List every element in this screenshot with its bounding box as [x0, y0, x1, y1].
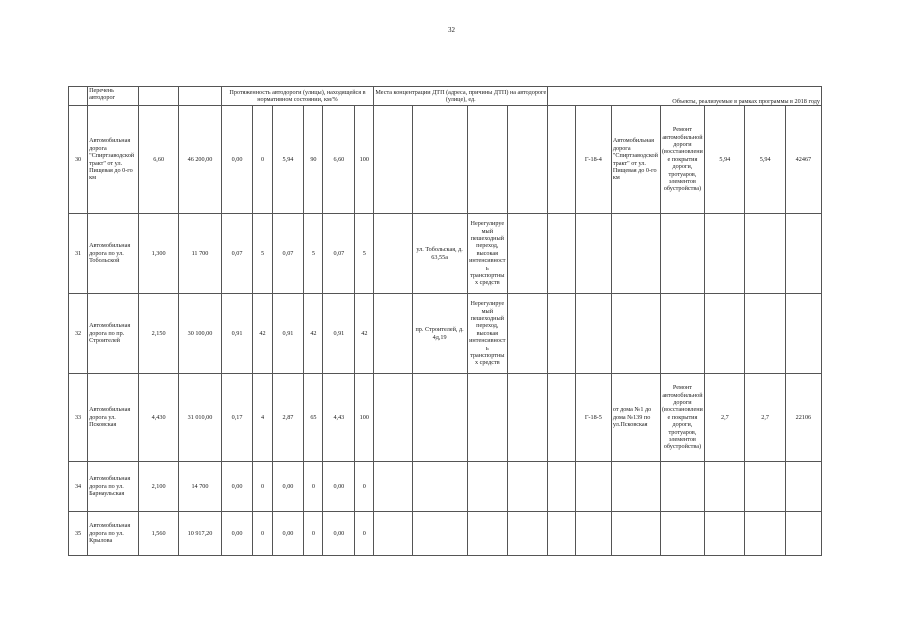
cell-v1: 0,91 — [221, 294, 253, 374]
cell-dtp-addr: ул. Тобольская, д. 63,55а — [412, 214, 467, 294]
cell-p3: 5 — [355, 214, 374, 294]
cell-num: 32 — [69, 294, 88, 374]
cell-o2: 2,7 — [745, 374, 785, 462]
cell-p2: 90 — [304, 106, 323, 214]
cell-dtp-addr — [412, 512, 467, 556]
cell-obj-code — [575, 214, 611, 294]
cell-dtp-cause — [467, 512, 507, 556]
cell-v3: 0,07 — [323, 214, 355, 294]
empty-cell — [507, 462, 547, 512]
cell-obj-work: Ремонт автомобильной дороги (восстановление покрытия дороги, тротуаров, элементов обустройства) — [660, 374, 705, 462]
cell-obj-name — [611, 512, 660, 556]
cell-p3: 100 — [355, 106, 374, 214]
table-row — [69, 106, 822, 214]
cell-o2 — [745, 462, 785, 512]
cell-area: 11 700 — [179, 214, 221, 294]
cell-num: 35 — [69, 512, 88, 556]
cell-o2 — [745, 214, 785, 294]
table-row — [69, 294, 822, 374]
cell-v3: 4,43 — [323, 374, 355, 462]
cell-v1: 0,17 — [221, 374, 253, 462]
cell-p2: 65 — [304, 374, 323, 462]
cell-v1: 0,00 — [221, 462, 253, 512]
header-road-list: Перечень автодорог — [88, 87, 139, 106]
cell-length: 1,560 — [138, 512, 178, 556]
cell-p1: 5 — [253, 214, 272, 294]
cell-num: 30 — [69, 106, 88, 214]
empty-cell — [548, 294, 576, 374]
cell-p3: 0 — [355, 512, 374, 556]
empty-cell — [507, 374, 547, 462]
cell-v2: 0,00 — [272, 462, 304, 512]
cell-obj-code: Г-18-5 — [575, 374, 611, 462]
cell-name: Автомобильная дорога "Спиртзаводской тракт" от ул. Пищевая до 0-го км — [88, 106, 139, 214]
cell-v2: 0,07 — [272, 214, 304, 294]
cell-o3: 22106 — [785, 374, 821, 462]
cell-name: Автомобильная дорога по ул. Барнаульская — [88, 462, 139, 512]
cell-o1 — [705, 214, 745, 294]
cell-p1: 0 — [253, 462, 272, 512]
page-number: 32 — [448, 26, 455, 34]
cell-area: 10 917,20 — [179, 512, 221, 556]
cell-o1 — [705, 462, 745, 512]
cell-name: Автомобильная дорога ул. Псковская — [88, 374, 139, 462]
cell-obj-name: Автомобильная дорога "Спиртзаводской тракт" от ул. Пищевая до 0-го км — [611, 106, 660, 214]
cell-dtp-cause — [467, 106, 507, 214]
cell-v1: 0,00 — [221, 106, 253, 214]
empty-cell — [548, 462, 576, 512]
cell-o3: 42467 — [785, 106, 821, 214]
cell-obj-work — [660, 512, 705, 556]
empty-cell — [374, 106, 412, 214]
cell-p3: 42 — [355, 294, 374, 374]
empty-cell — [374, 512, 412, 556]
cell-dtp-cause: Нерегулируемый пешеходный переход, высокая интенсивность транспортных средств — [467, 214, 507, 294]
table-row — [69, 512, 822, 556]
cell-v2: 0,00 — [272, 512, 304, 556]
cell-p3: 0 — [355, 462, 374, 512]
cell-dtp-addr — [412, 462, 467, 512]
cell-obj-work — [660, 214, 705, 294]
cell-p2: 0 — [304, 462, 323, 512]
cell-o1 — [705, 294, 745, 374]
empty-cell — [507, 512, 547, 556]
empty-cell — [507, 214, 547, 294]
cell-obj-name — [611, 462, 660, 512]
cell-o3 — [785, 462, 821, 512]
cell-area: 30 100,00 — [179, 294, 221, 374]
cell-p1: 42 — [253, 294, 272, 374]
empty-cell — [374, 374, 412, 462]
cell-num: 33 — [69, 374, 88, 462]
cell-obj-name: от дома №1 до дома №139 по ул.Псковская — [611, 374, 660, 462]
cell-o1: 5,94 — [705, 106, 745, 214]
cell-area: 46 200,00 — [179, 106, 221, 214]
cell-p2: 5 — [304, 214, 323, 294]
cell-obj-work — [660, 462, 705, 512]
cell-o2 — [745, 294, 785, 374]
cell-name: Автомобильная дорога по ул. Крылова — [88, 512, 139, 556]
empty-cell — [374, 214, 412, 294]
cell-area: 31 010,00 — [179, 374, 221, 462]
empty-cell — [548, 106, 576, 214]
cell-name: Автомобильная дорога по ул. Тобольской — [88, 214, 139, 294]
cell-dtp-addr: пр. Строителей, д. 4д,19 — [412, 294, 467, 374]
cell-obj-code: Г-18-4 — [575, 106, 611, 214]
cell-v3: 0,91 — [323, 294, 355, 374]
cell-obj-code — [575, 462, 611, 512]
cell-dtp-cause — [467, 374, 507, 462]
cell-v3: 0,00 — [323, 512, 355, 556]
cell-obj-name — [611, 214, 660, 294]
cell-p1: 0 — [253, 106, 272, 214]
cell-v1: 0,07 — [221, 214, 253, 294]
cell-o2 — [745, 512, 785, 556]
cell-o2: 5,94 — [745, 106, 785, 214]
table-row — [69, 462, 822, 512]
cell-name: Автомобильная дорога по пр. Строителей — [88, 294, 139, 374]
empty-cell — [507, 294, 547, 374]
empty-cell — [374, 294, 412, 374]
cell-length: 2,150 — [138, 294, 178, 374]
cell-p2: 0 — [304, 512, 323, 556]
cell-o3 — [785, 512, 821, 556]
cell-obj-work — [660, 294, 705, 374]
cell-length: 6,60 — [138, 106, 178, 214]
empty-cell — [548, 214, 576, 294]
empty-cell — [507, 106, 547, 214]
empty-cell — [374, 462, 412, 512]
cell-obj-code — [575, 294, 611, 374]
cell-o3 — [785, 294, 821, 374]
cell-dtp-addr — [412, 106, 467, 214]
cell-v2: 5,94 — [272, 106, 304, 214]
cell-v3: 0,00 — [323, 462, 355, 512]
cell-obj-code — [575, 512, 611, 556]
table-row — [69, 374, 822, 462]
cell-length: 2,100 — [138, 462, 178, 512]
cell-dtp-addr — [412, 374, 467, 462]
table-row — [69, 214, 822, 294]
cell-area: 14 700 — [179, 462, 221, 512]
cell-o1 — [705, 512, 745, 556]
empty-cell — [548, 374, 576, 462]
roads-table — [68, 86, 822, 556]
cell-v2: 2,87 — [272, 374, 304, 462]
cell-p1: 0 — [253, 512, 272, 556]
cell-v2: 0,91 — [272, 294, 304, 374]
header-dtp: Места концентрации ДТП (адреса, причины ДТП) на автодороге (улице), ед. — [374, 87, 548, 106]
cell-p1: 4 — [253, 374, 272, 462]
cell-dtp-cause — [467, 462, 507, 512]
cell-o1: 2,7 — [705, 374, 745, 462]
cell-length: 4,430 — [138, 374, 178, 462]
cell-p2: 42 — [304, 294, 323, 374]
cell-v1: 0,00 — [221, 512, 253, 556]
cell-p3: 100 — [355, 374, 374, 462]
empty-cell — [548, 512, 576, 556]
table-header-row — [69, 87, 822, 106]
cell-num: 31 — [69, 214, 88, 294]
cell-o3 — [785, 214, 821, 294]
header-objects: Объекты, реализуемые в рамках программы в 2018 году — [548, 87, 822, 106]
cell-length: 1,300 — [138, 214, 178, 294]
cell-dtp-cause: Нерегулируемый пешеходный переход, высокая интенсивность транспортных средств — [467, 294, 507, 374]
cell-v3: 6,60 — [323, 106, 355, 214]
header-length: Протяженность автодороги (улицы), находящейся в нормативном состоянии, км/% — [221, 87, 374, 106]
cell-num: 34 — [69, 462, 88, 512]
cell-obj-work: Ремонт автомобильной дороги (восстановление покрытия дороги, тротуаров, элементов обустройства) — [660, 106, 705, 214]
cell-obj-name — [611, 294, 660, 374]
